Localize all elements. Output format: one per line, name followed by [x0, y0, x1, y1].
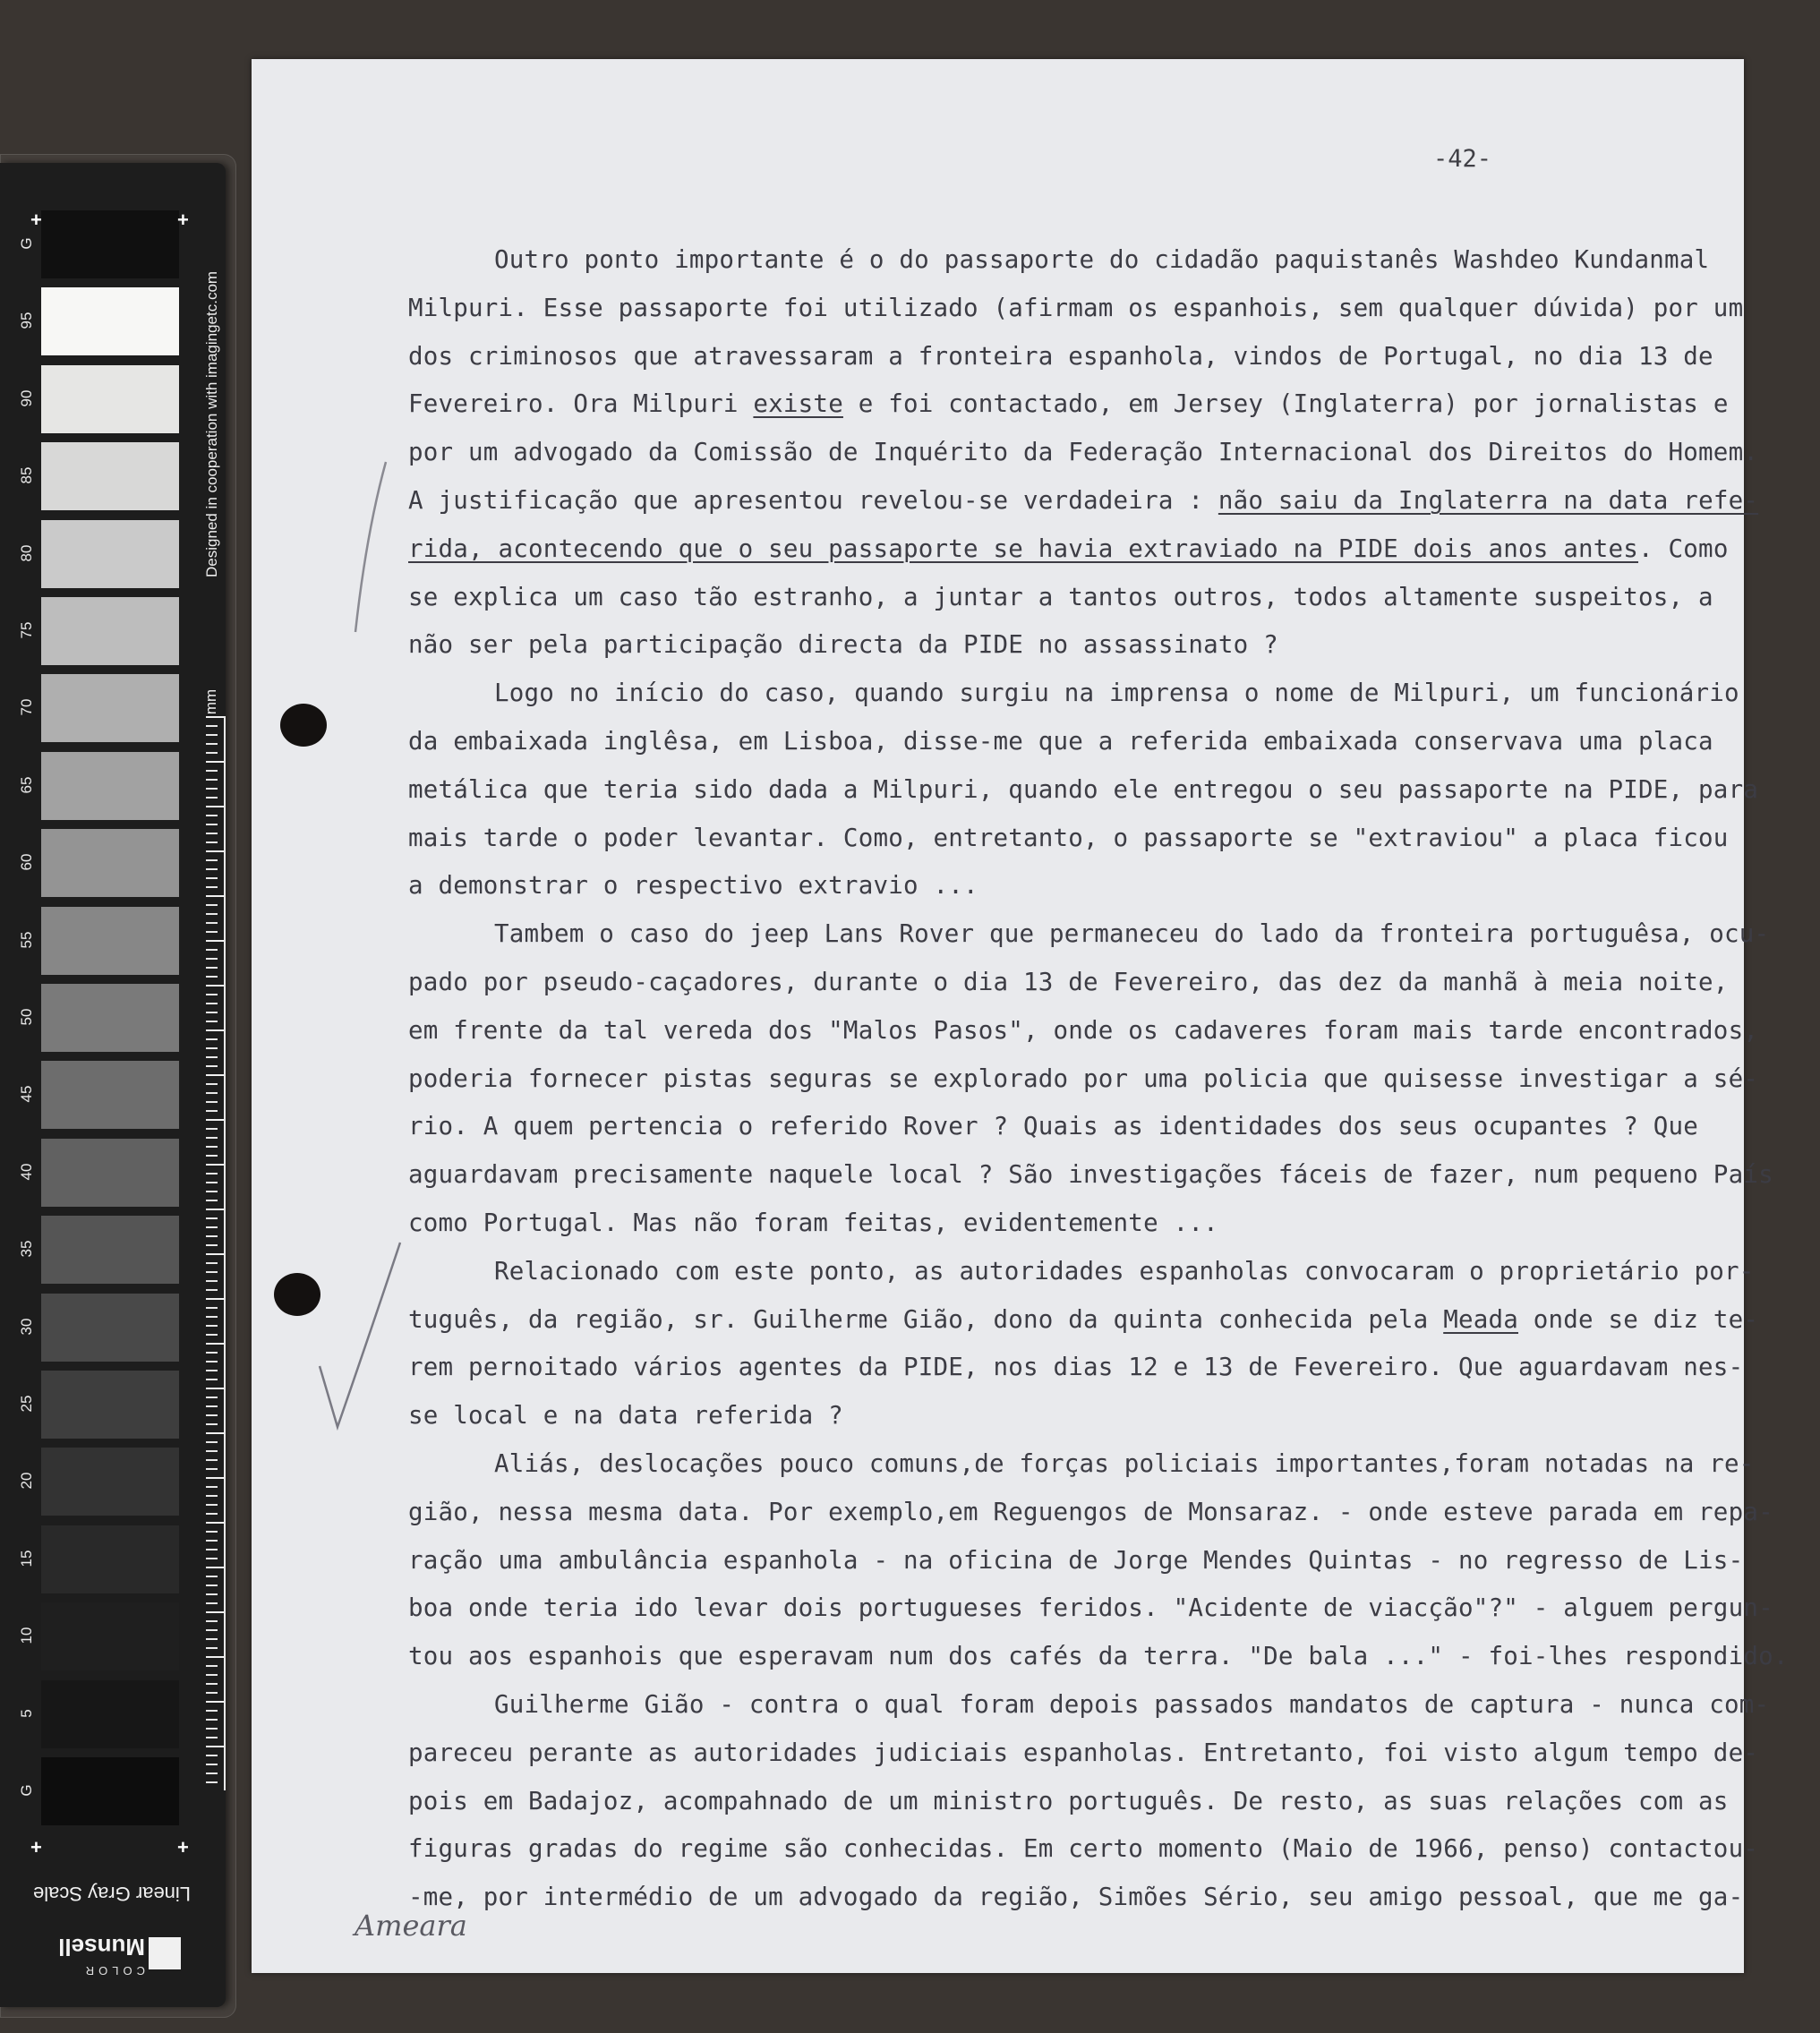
- text-span: Aliás, deslocações pouco comuns,de forças policiais importantes,foram notadas na re-: [494, 1448, 1755, 1478]
- text-span: em frente da tal vereda dos "Malos Pasos", onde os cadaveres foram mais tarde encontrados,: [408, 1015, 1759, 1045]
- gray-swatch-label: 80: [18, 544, 35, 562]
- text-line: [408, 1681, 1770, 1730]
- text-span: Logo no início do caso, quando surgiu na imprensa o nome de Milpuri, um funcionário: [494, 679, 1739, 708]
- text-line: [408, 1055, 1759, 1104]
- text-span: a demonstrar o respectivo extravio ...: [408, 871, 978, 901]
- text-span: gião, nessa mesma data. Por exemplo,em Reguengos de Monsaraz. - onde esteve parada em repa-: [408, 1497, 1773, 1526]
- gray-swatch: [41, 1448, 179, 1516]
- gray-swatch-label: 75: [18, 621, 35, 639]
- underlined-text: existe: [753, 389, 843, 419]
- gray-swatch: [41, 1294, 179, 1362]
- text-span: boa onde teria ido levar dois portugueses feridos. "Acidente de viacção"?" - alguem pergun-: [408, 1593, 1773, 1623]
- text-line: [408, 285, 1744, 333]
- gray-swatch-label: 90: [18, 389, 35, 407]
- underlined-text: rida, acontecendo que o seu passaporte se havia extraviado na PIDE dois anos antes: [408, 534, 1639, 563]
- text-span: por um advogado da Comissão de Inquérito da Federação Internacional dos Direitos do Homem.: [408, 438, 1759, 467]
- text-line: [408, 1392, 1706, 1440]
- text-line: [408, 862, 1706, 910]
- text-span: Relacionado com este ponto, as autoridades espanholas convocaram o proprietário por-: [494, 1256, 1755, 1286]
- text-line: [408, 1103, 1706, 1151]
- gray-swatch: [41, 1139, 179, 1207]
- handwritten-note: Ameara: [355, 1909, 467, 1943]
- gray-swatch-label: 60: [18, 853, 35, 871]
- text-span: A justificação que apresentou revelou-se verdadeira :: [408, 485, 1218, 515]
- gray-swatch: [41, 1525, 179, 1593]
- gray-swatch-label: 15: [18, 1550, 35, 1567]
- gray-swatch-label: 30: [18, 1318, 35, 1336]
- gray-swatch: [41, 907, 179, 975]
- registration-mark: +: [30, 1836, 42, 1858]
- gray-swatch: [41, 520, 179, 588]
- gray-swatch-label: 25: [18, 1395, 35, 1413]
- munsell-brand-text: Munsell: [58, 1934, 145, 1960]
- gray-swatch-label: 85: [18, 466, 35, 484]
- registration-mark: +: [30, 209, 42, 231]
- text-line: [408, 1874, 1744, 1922]
- gray-swatch: [41, 1602, 179, 1670]
- gray-swatch: [41, 752, 179, 820]
- text-line: [408, 429, 1759, 477]
- document-page: [252, 59, 1789, 1973]
- gray-swatch-label: 55: [18, 931, 35, 949]
- gray-swatch: [41, 210, 179, 278]
- gray-swatch: [41, 365, 179, 433]
- gray-swatch: [41, 597, 179, 665]
- text-line: [408, 1489, 1773, 1537]
- text-line: [408, 525, 1729, 574]
- text-span: ração uma ambulância espanhola - na oficina de Jorge Mendes Quintas - no regresso de Lis-: [408, 1545, 1744, 1575]
- pencil-check-mark: [341, 453, 395, 650]
- text-span: Fevereiro. Ora Milpuri: [408, 389, 754, 419]
- text-line: [408, 1585, 1773, 1633]
- punch-hole: [274, 1273, 320, 1316]
- text-span: . Como: [1638, 534, 1729, 563]
- gray-swatch: [41, 829, 179, 897]
- text-span: tou aos espanhois que esperavam num dos cafés da terra. "De bala ..." - foi-lhes respondido.: [408, 1642, 1789, 1671]
- text-line: [408, 333, 1713, 381]
- underlined-text: não saiu da Inglaterra na data refe-: [1218, 485, 1759, 515]
- text-span: aguardavam precisamente naquele local ? São investigações fáceis de fazer, num pequeno País: [408, 1160, 1773, 1190]
- text-span: Guilherme Gião - contra o qual foram depois passados mandatos de captura - nunca com-: [494, 1689, 1770, 1719]
- gray-swatch-label: G: [18, 1784, 35, 1797]
- text-line: [408, 574, 1713, 622]
- punch-hole: [280, 704, 327, 747]
- text-span: pado por pseudo-caçadores, durante o dia 13 de Fevereiro, das dez da manhã à meia noite,: [408, 967, 1729, 996]
- munsell-grid-icon: [149, 1937, 181, 1969]
- text-span: pareceu perante as autoridades judiciais espanholas. Entretanto, foi visto algum tempo de-: [408, 1738, 1759, 1767]
- text-line: [408, 1537, 1744, 1585]
- text-span: dos criminosos que atravessaram a fronteira espanhola, vindos de Portugal, no dia 13 de: [408, 341, 1713, 371]
- gray-swatch-label: 40: [18, 1163, 35, 1181]
- gray-swatch: [41, 1680, 179, 1748]
- gray-swatch-label: 5: [18, 1708, 35, 1718]
- text-span: Milpuri. Esse passaporte foi utilizado (afirmam os espanhois, sem qualquer dúvida) por um: [408, 293, 1744, 322]
- ruler-line: [224, 716, 226, 1790]
- text-line: [408, 1007, 1759, 1055]
- gray-swatch: [41, 1061, 179, 1129]
- text-line: [408, 718, 1713, 766]
- text-span: da embaixada inglêsa, em Lisboa, disse-me que a referida embaixada conservava uma placa: [408, 726, 1713, 756]
- text-line: [408, 1296, 1759, 1345]
- text-line: [408, 670, 1739, 718]
- registration-mark: +: [177, 1836, 189, 1858]
- text-span: mais tarde o poder levantar. Como, entretanto, o passaporte se "extraviou" a placa ficou: [408, 823, 1729, 852]
- gray-swatch: [41, 1216, 179, 1284]
- text-span: se local e na data referida ?: [408, 1401, 843, 1431]
- text-span: não ser pela participação directa da PIDE no assassinato ?: [408, 630, 1278, 660]
- text-span: -me, por intermédio de um advogado da região, Simões Sério, seu amigo pessoal, que me ga-: [408, 1883, 1744, 1912]
- pencil-check-mark: [314, 1232, 404, 1438]
- munsell-logo: [47, 1925, 181, 1978]
- scale-credit-text: Designed in cooperation with imagingetc.com: [203, 270, 220, 577]
- text-span: poderia fornecer pistas seguras se explorado por uma policia que quisesse investigar a sé-: [408, 1063, 1759, 1093]
- gray-swatch-label: 45: [18, 1085, 35, 1103]
- text-line: [408, 959, 1729, 1007]
- text-line: [408, 1151, 1773, 1200]
- text-span: Tambem o caso do jeep Lans Rover que permaneceu do lado da fronteira portuguêsa, ocu-: [494, 919, 1770, 949]
- scale-title: Linear Gray Scale: [32, 1883, 192, 1905]
- text-line: [408, 1730, 1759, 1778]
- gray-swatch-label: 70: [18, 698, 35, 716]
- text-span: pois em Badajoz, acompahnado de um ministro português. De resto, as suas relações com as: [408, 1786, 1729, 1815]
- gray-swatch: [41, 442, 179, 510]
- text-line: [408, 1825, 1759, 1874]
- gray-swatch: [41, 287, 179, 355]
- text-span: e foi contactado, em Jersey (Inglaterra) por jornalistas e: [842, 389, 1729, 419]
- text-span: como Portugal. Mas não foram feitas, evidentemente ...: [408, 1208, 1218, 1237]
- text-line: [408, 1344, 1744, 1392]
- gray-swatch: [41, 984, 179, 1052]
- text-span: rio. A quem pertencia o referido Rover ? Quais as identidades dos seus ocupantes ? Que: [408, 1112, 1699, 1141]
- ruler-major-ticks: [206, 716, 224, 1790]
- gray-swatch-label: 95: [18, 312, 35, 329]
- gray-scale-card: [0, 163, 226, 2007]
- text-line: [408, 815, 1729, 863]
- text-span: metálica que teria sido dada a Milpuri, quando ele entregou o seu passaporte na PIDE, para: [408, 774, 1759, 804]
- gray-swatch-label: 10: [18, 1627, 35, 1644]
- page-number: -42-: [1433, 145, 1492, 173]
- text-span: rem pernoitado vários agentes da PIDE, nos dias 12 e 13 de Fevereiro. Que aguardavam nes-: [408, 1353, 1744, 1382]
- text-span: se explica um caso tão estranho, a juntar a tantos outros, todos altamente suspeitos, a: [408, 582, 1713, 611]
- text-line: [408, 910, 1770, 959]
- text-line: [408, 1248, 1755, 1296]
- text-line: [408, 1633, 1789, 1681]
- text-span: tuguês, da região, sr. Guilherme Gião, dono da quinta conhecida pela: [408, 1304, 1444, 1334]
- gray-swatch-label: 65: [18, 776, 35, 794]
- gray-swatch: [41, 674, 179, 742]
- registration-mark: +: [177, 209, 189, 231]
- text-line: [408, 1440, 1755, 1489]
- text-line: [408, 380, 1729, 429]
- gray-swatch: [41, 1757, 179, 1825]
- text-span: figuras gradas do regime são conhecidas. Em certo momento (Maio de 1966, penso) contactou-: [408, 1834, 1759, 1864]
- document-body-text: [408, 236, 1789, 1922]
- text-span: onde se diz te-: [1518, 1304, 1759, 1334]
- text-span: Outro ponto importante é o do passaporte do cidadão paquistanês Washdeo Kundanmal: [494, 245, 1710, 274]
- text-line: [408, 477, 1759, 525]
- gray-swatch: [41, 1371, 179, 1439]
- gray-swatch-label: 35: [18, 1240, 35, 1258]
- text-line: [408, 1200, 1706, 1248]
- gray-swatch-label: G: [18, 237, 35, 250]
- underlined-text: Meada: [1443, 1304, 1518, 1334]
- gray-swatch-label: 50: [18, 1008, 35, 1026]
- text-line: [408, 236, 1710, 285]
- ruler-unit-label: mm: [202, 688, 219, 715]
- munsell-color-text: COLOR: [81, 1964, 145, 1977]
- text-line: [408, 621, 1706, 670]
- text-line: [408, 1778, 1729, 1826]
- gray-swatch-label: 20: [18, 1472, 35, 1490]
- text-line: [408, 766, 1759, 815]
